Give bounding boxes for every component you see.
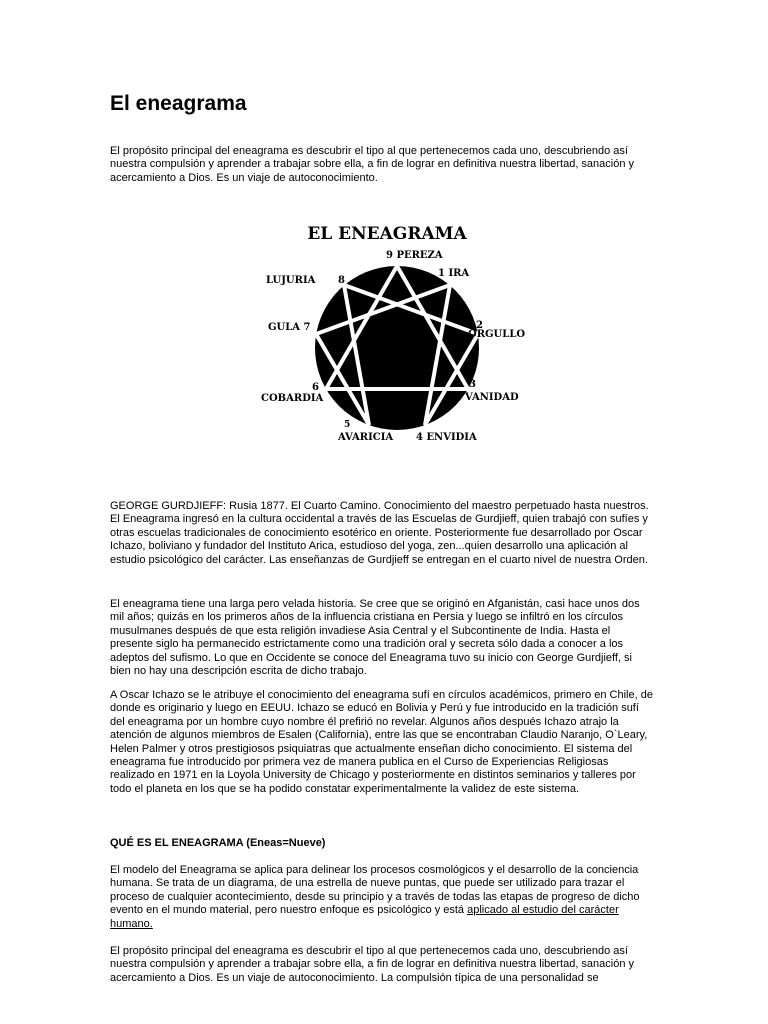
gurdjieff-paragraph: GEORGE GURDJIEFF: Rusia 1877. El Cuarto Camino. Conocimiento del maestro perpetuado hasta nuestros. El Eneagrama ingresó en la cultura occidental a través de las Escuelas de Gurdjieff, quien trabajó con sufíes y otras escuelas tradicionales de conocimiento esotérico en oriente. Posteriormente fue desarrollado por Oscar Ichazo, boliviano y fundador del Instituto Arica, estudioso del yoga, zen...quien desarrollo una aplicación al estudio psicológico del carácter. Las enseñanzas de Gurdjieff se entregan en el cuarto nivel de nuestra Orden.: [110, 500, 649, 566]
label-5-num: 5: [344, 420, 351, 430]
intro-paragraph: El propósito principal del eneagrama es descubrir el tipo al que pertenecemos cada uno, descubriendo así nuestra compulsión y aprender a trabajar sobre ella, a fin de lograr en definitiva nuestra libertad, sanación y acercamiento a Dios. Es un viaje de autoconocimiento.: [110, 145, 635, 184]
label-5-avaricia: AVARICIA: [338, 432, 394, 443]
label-8-num: 8: [338, 275, 345, 286]
modelo-text: El modelo del Eneagrama se aplica para delinear los procesos cosmológicos y el desarrollo de la conciencia humana. Se trata de un diagrama, de una estrella de nueve puntas, que puede ser utilizado para trazar el proceso de cualquier acontecimiento, desde su principio y a través de todas las etapas de progreso de dicho evento en el mundo material, pero nuestro enfoque es psicológico y está: [110, 864, 640, 917]
label-2-orgullo: ORGULLO: [468, 329, 526, 340]
label-2-num: 2: [476, 320, 483, 331]
page-title: El eneagrama: [110, 92, 247, 115]
label-3-num: 3: [469, 379, 476, 390]
figure-title: EL ENEAGRAMA: [307, 224, 467, 244]
section-heading: QUÉ ES EL ENEAGRAMA (Eneas=Nueve): [110, 837, 326, 849]
label-4-envidia: 4 ENVIDIA: [416, 432, 477, 443]
historia-paragraph: El eneagrama tiene una larga pero velada historia. Se cree que se originó en Afganistán, casi hace unos dos mil años; quizás en los primeros años de la influencia cristiana en Persia y luego se infiltró en los círculos musulmanes después de que esta religión invadiese Asia Central y el Subcontinente de India. Hasta el presente siglo ha permanecido estrictamente como una tradición oral y secreta sólo dada a conocer a los adeptos del sufismo. Lo que en Occidente se conoce del Eneagrama tuvo su inicio con George Gurdjieff, si bien no hay una descripción escrita de dicho trabajo.: [110, 598, 640, 678]
ichazo-paragraph: A Oscar Ichazo se le atribuye el conocimiento del eneagrama sufí en círculos académicos, primero en Chile, de donde es originario y luego en EEUU. Ichazo se educó en Bolivia y Perú y fue introducido en la tradición sufí del eneagrama por un hombre cuyo nombre él prefirió no revelar. Algunos años después Ichazo atrajo la atención de algunos miembros de Esalen (California), entre las que se encontraban Claudio Naranjo, O`Leary, Helen Palmer y otros prestigiosos psiquiatras que actualmente enseñan dicho conocimiento. El sistema del eneagrama fue introducido por primera vez de manera publica en el Curso de Experiencias Religiosas realizado en 1971 en la Loyola University de Chicago y posteriormente en distintos seminarios y talleres por todo el planeta en los que se ha podido constatar experimentalmente la validez de este sistema.: [110, 689, 653, 795]
label-8-lujuria: LUJURIA: [266, 275, 316, 286]
label-6-num: 6: [312, 382, 319, 393]
label-1-ira: 1 IRA: [438, 268, 470, 279]
modelo-paragraph: [110, 864, 655, 931]
label-7-gula: GULA 7: [268, 322, 311, 333]
label-9-pereza: 9 PEREZA: [386, 250, 443, 261]
enneagram-circle: [315, 266, 479, 430]
final-paragraph: El propósito principal del eneagrama es descubrir el tipo al que pertenecemos cada uno, descubriendo así nuestra compulsión y aprender a trabajar sobre ella, a fin de lograr en definitiva nuestra libertad, sanación y acercamiento a Dios. Es un viaje de autoconocimiento. La compulsión típica de una personalidad se: [110, 945, 635, 984]
label-6-cobardia: COBARDIA: [261, 393, 324, 404]
modelo-underlined-text: aplicado al estudio del carácter humano.: [110, 904, 619, 930]
enneagram-figure: [258, 218, 530, 446]
label-3-vanidad: VANIDAD: [465, 392, 519, 403]
